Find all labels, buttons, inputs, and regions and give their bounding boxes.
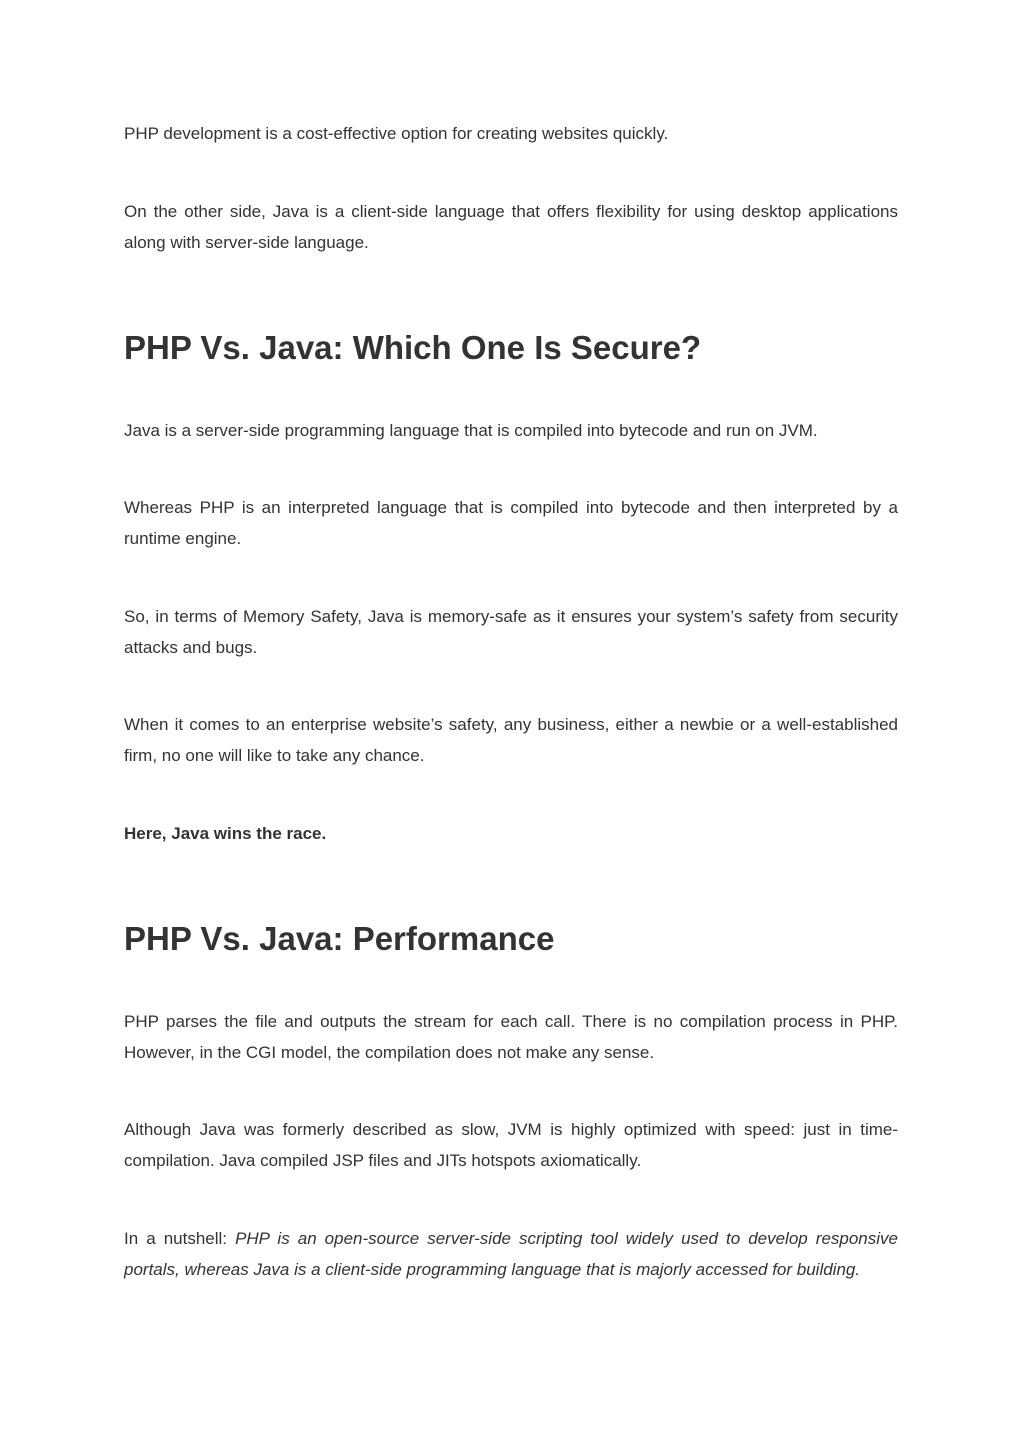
performance-summary [124, 1223, 898, 1285]
summary-text: PHP is an open-source server-side scripting tool widely used to develop responsive portals, whereas Java is a client-side programming language that is majorly accessed for building. [124, 1229, 898, 1279]
intro-paragraph-2: On the other side, Java is a client-side language that offers flexibility for using desktop applications along with server-side language. [124, 202, 898, 252]
performance-paragraph-1: PHP parses the file and outputs the stream for each call. There is no compilation process in PHP. However, in the CGI model, the compilation does not make any sense. [124, 1012, 898, 1062]
security-paragraph-2: Whereas PHP is an interpreted language that is compiled into bytecode and then interpreted by a runtime engine. [124, 498, 898, 548]
security-paragraph-1: Java is a server-side programming language that is compiled into bytecode and run on JVM. [124, 421, 818, 440]
performance-paragraph-2: Although Java was formerly described as slow, JVM is highly optimized with speed: just in time-compilation. Java compiled JSP files and JITs hotspots axiomatically. [124, 1120, 898, 1170]
security-verdict: Here, Java wins the race. [124, 824, 327, 843]
security-paragraph-3: So, in terms of Memory Safety, Java is memory-safe as it ensures your system’s safety from security attacks and bugs. [124, 607, 898, 657]
summary-lead: In a nutshell: [124, 1229, 236, 1248]
intro-paragraph-1: PHP development is a cost-effective option for creating websites quickly. [124, 124, 669, 143]
security-paragraph-4: When it comes to an enterprise website’s safety, any business, either a newbie or a well-established firm, no one will like to take any chance. [124, 715, 898, 765]
performance-heading: PHP Vs. Java: Performance [124, 920, 555, 957]
security-heading: PHP Vs. Java: Which One Is Secure? [124, 329, 702, 366]
